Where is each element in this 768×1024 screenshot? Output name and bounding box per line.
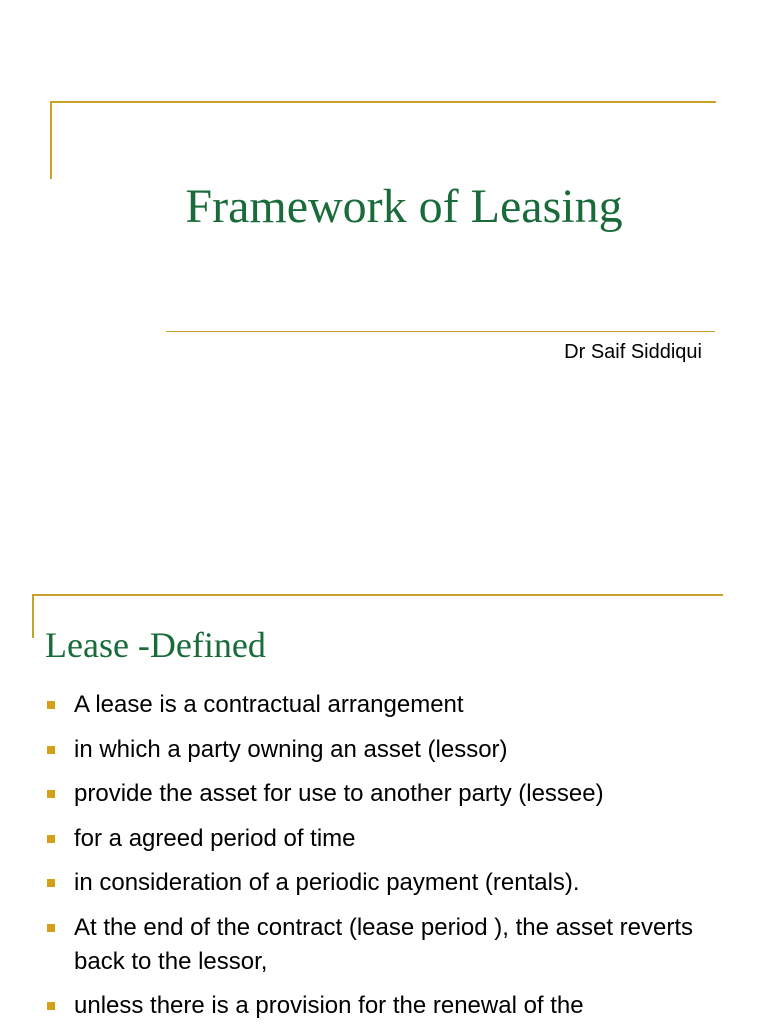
square-bullet-icon (47, 835, 55, 843)
bullet-text: provide the asset for use to another party (lessee) (74, 780, 604, 808)
square-bullet-icon (47, 790, 55, 798)
slide-title: Framework of Leasing (185, 180, 623, 233)
bullet-item (46, 866, 726, 900)
bullet-text: A lease is a contractual arrangement (74, 691, 464, 718)
bullet-text: in consideration of a periodic payment (rentals). (74, 869, 580, 897)
bullet-text: in which a party owning an asset (lessor) (74, 735, 508, 763)
bullet-item (46, 822, 726, 856)
bullet-item (46, 688, 726, 722)
frame-left-line (50, 101, 52, 179)
bullet-item (46, 911, 726, 978)
bullet-text: At the end of the contract (lease period ), the asset reverts back to the lessor, (74, 913, 693, 975)
slide-heading: Lease -Defined (45, 625, 266, 665)
bullet-text: unless there is a provision for the renewal of the (74, 992, 584, 1020)
frame-left-line (32, 594, 34, 638)
bullet-text: for a agreed period of time (74, 824, 356, 852)
definition-slide (0, 570, 768, 1024)
frame-top-line (32, 594, 723, 596)
square-bullet-icon (47, 746, 55, 754)
square-bullet-icon (47, 924, 55, 932)
square-bullet-icon (47, 879, 55, 887)
square-bullet-icon (47, 701, 55, 709)
square-bullet-icon (47, 1002, 55, 1010)
author-name: Dr Saif Siddiqui (564, 341, 702, 363)
bullet-list (46, 688, 726, 1023)
bullet-item (46, 733, 726, 767)
title-divider (166, 331, 715, 332)
bullet-item (46, 777, 726, 811)
bullet-item (46, 989, 726, 1023)
frame-top-line (50, 101, 716, 103)
